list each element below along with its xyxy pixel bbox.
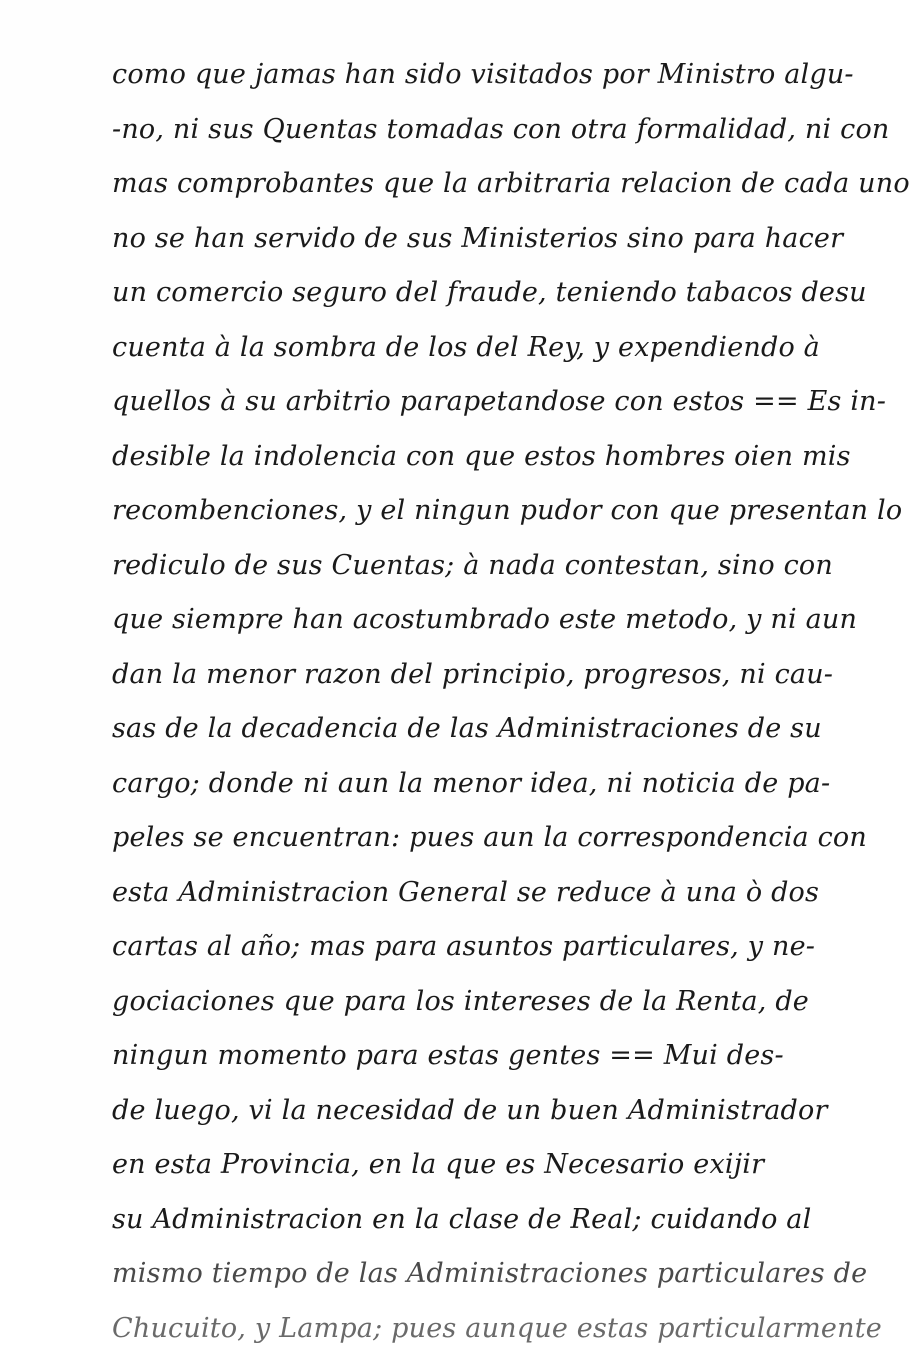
manuscript-line: como que jamas han sido visitados por Ministro algu-	[112, 48, 712, 103]
manuscript-line: no se han servido de sus Ministerios sino para hacer	[112, 212, 712, 267]
manuscript-line: en esta Provincia, en la que es Necesario exijir	[112, 1138, 712, 1193]
manuscript-line: sas de la decadencia de las Administraciones de su	[112, 702, 712, 757]
manuscript-line: su Administracion en la clase de Real; cuidando al	[112, 1193, 712, 1248]
manuscript-line: gociaciones que para los intereses de la Renta, de	[112, 975, 712, 1030]
manuscript-line: dan la menor razon del principio, progresos, ni cau-	[112, 648, 712, 703]
manuscript-line: de luego, vi la necesidad de un buen Administrador	[112, 1084, 712, 1139]
manuscript-line: desible la indolencia con que estos hombres oien mis	[112, 430, 712, 485]
manuscript-line: ningun momento para estas gentes == Mui des-	[112, 1029, 712, 1084]
manuscript-line: Chucuito, y Lampa; pues aunque estas particularmente	[112, 1302, 712, 1356]
manuscript-line: -no, ni sus Quentas tomadas con otra formalidad, ni con	[112, 103, 712, 158]
manuscript-line: cartas al año; mas para asuntos particulares, y ne-	[112, 920, 712, 975]
manuscript-line: peles se encuentran: pues aun la correspondencia con	[112, 811, 712, 866]
manuscript-line: recombenciones, y el ningun pudor con que presentan lo	[112, 484, 712, 539]
manuscript-line: esta Administracion General se reduce à una ò dos	[112, 866, 712, 921]
manuscript-line: mismo tiempo de las Administraciones particulares de	[112, 1247, 712, 1302]
manuscript-line: rediculo de sus Cuentas; à nada contestan, sino con	[112, 539, 712, 594]
manuscript-line: cargo; donde ni aun la menor idea, ni noticia de pa-	[112, 757, 712, 812]
manuscript-line: que siempre han acostumbrado este metodo, y ni aun	[112, 593, 712, 648]
manuscript-line: quellos à su arbitrio parapetandose con estos == Es in-	[112, 375, 712, 430]
manuscript-line: un comercio seguro del fraude, teniendo tabacos desu	[112, 266, 712, 321]
manuscript-line: cuenta à la sombra de los del Rey, y expendiendo à	[112, 321, 712, 376]
manuscript-line: mas comprobantes que la arbitraria relacion de cada uno	[112, 157, 712, 212]
manuscript-text	[112, 48, 712, 1356]
